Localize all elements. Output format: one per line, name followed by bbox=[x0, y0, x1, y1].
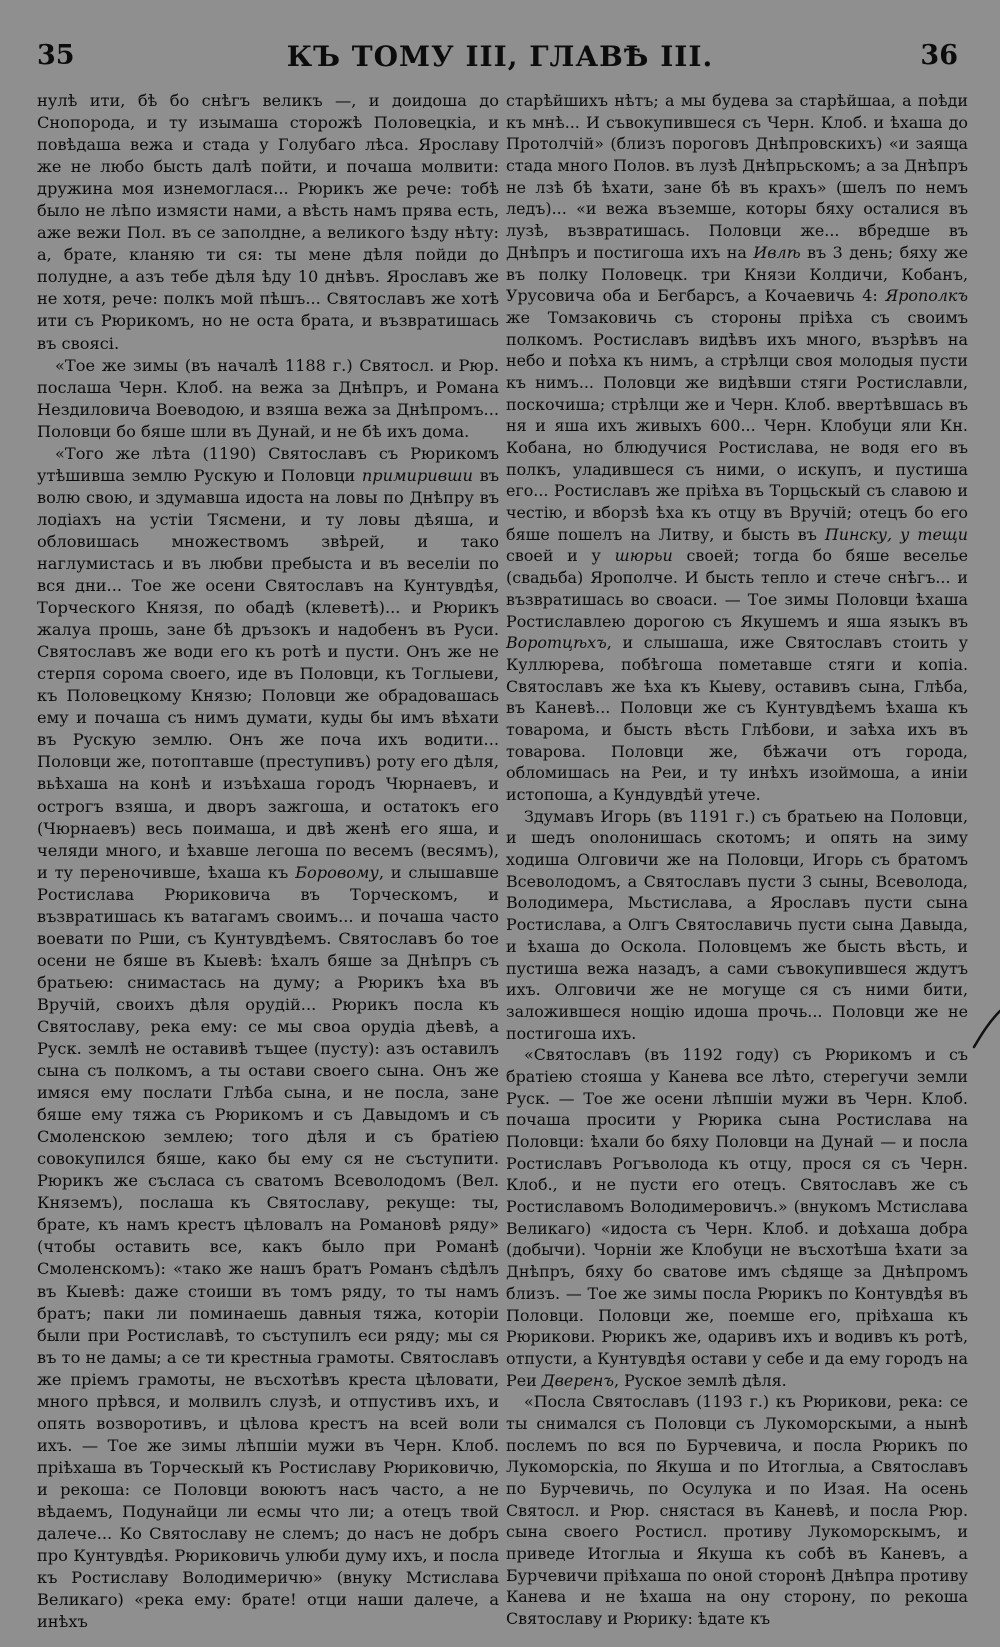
page-number-right: 36 bbox=[920, 40, 958, 71]
paragraph: «Тое же зимы (въ началѣ 1188 г.) Святосл. и Рюр. послаша Черн. Клоб. на вежа за Днѣпръ, и Романа Нездиловича Воеводою, и взяша вежа за Днѣпромъ... Половци бо бяше шли въ Дунай, и не бѣ ихъ дома. bbox=[37, 355, 499, 441]
margin-pencil-mark bbox=[972, 1007, 1000, 1051]
paragraph: «Того же лѣта (1190) Святославъ съ Рюрикомъ утѣшивша землю Рускую и Половци примиривши въ волю свою, и здумавша идоста на ловы по Днѣпру въ лодiахъ на устiи Тясмени, и ту ловы дѣяша, и обловишась множествомъ звѣрей, и тако наглумистась и въ любви пребыста и въ веселiи по вся дни... Тое же осени Святославъ на Кунтувдѣя, Торческого Князя, по обадѣ (клеветѣ)... и Рюрикъ жалуа прошь, зане бѣ дръзокъ и надобенъ въ Руси. Святославъ же води его къ ротѣ и пусти. Онъ же не стерпя сорома своего, иде въ Половци, къ Тоглыеви, къ Половецкому Князю; Половци же обрадовашась ему и почаша съ нимъ думати, куды бы имъ вѣхати въ Рускую землю. Онъ же поча ихъ водити... Половци же, потоптавше (преступивъ) роту его дѣля, вьѣхаша на конѣ и изъѣхаша городъ Чюрнаевъ, и острогъ взяша, и дворъ зажгоша, и остатокъ его (Чюрнаевъ) весь поимаша, и двѣ женѣ его яша, и челяди много, и ѣхавше легоша по весемъ (весямъ), и ту переночивше, ѣхаша къ Боровому, и слышавше Ростислава Рюриковича въ Торческомъ, и възвратишась къ ватагамъ своимъ... и почаша часто воевати по Рши, съ Кунтувдѣемъ. Святославъ бо тое осени не бяше въ Кыевѣ: ѣхалъ бяше за Днѣпръ съ братьею: снимастась на думу; а Рюрикъ ѣха въ Вручiй, своихъ дѣля орудiй... Рюрикъ посла къ Святославу, река ему: се мы своа орудiа дѣевѣ, а Руск. землѣ не оставивѣ тъщее (пусту): азъ оставилъ сына съ полкомъ, а ты остави своего сына. Онъ же имяся ему послати Глѣба сына, и не посла, зане бяше ему тяжа съ Рюрикомъ и съ Давыдомъ и съ Смоленскою землею; того дѣля и съ братiею совокупился бяше, како бы ему ся не съступити. Рюрикъ же съсласа съ сватомъ Всеволодомъ (Вел. Княземъ), послаша къ Святославу, рекуще: ты, брате, къ намъ крестъ цѣловалъ на Романовѣ ряду» (чтобы оставить все, какъ было при Романѣ Смоленскомъ): «тако же нашъ братъ Романъ сѣдѣлъ въ Кыевѣ: даже стоиши въ томъ ряду, то ты намъ братъ; паки ли поминаешь давныя тяжа, которiи были при Ростиславѣ, то съступилъ еси ряду; мы ся въ то не дамы; а се ти крестныа грамоты. Святославъ же прiемъ грамоты, не въсхотѣвъ креста цѣловати, много прѣвся, и молвилъ слузѣ, и отпустивъ ихъ, и опять возворотивъ, и цѣлова крестъ на всей воли ихъ. — Тое же зимы лѣпшiи мужи въ Черн. Клоб. прiѣхаша въ Торческый къ Ростиславу Рюриковичю, и рекоша: се Половци воюютъ насъ часто, а не вѣдаемъ, Подунайци ли есмы что ли; а отецъ твой далече... Ко Святославу не слемъ; до насъ не добръ про Кунтувдѣя. Рюриковичь улюби думу ихъ, и посла къ Ростиславу Володимеричю» (внуку Мстислава Великаго) «река ему: брате! отци наши далече, а инѣхъ bbox=[37, 443, 499, 1632]
page-header bbox=[0, 36, 1000, 80]
paragraph: старѣйшихъ нѣтъ; а мы будева за старѣйшаа, а поѣди къ мнѣ... И съвокупившеся съ Черн. Клоб. и ѣхаша до Протолчiй» (близъ пороговъ Днѣпровскихъ) «и заяща стада много Полов. въ лузѣ Днѣпрьскомъ; а за Днѣпръ не лзѣ бѣ ѣхати, зане бѣ въ крахъ» (шелъ по немъ ледъ)... «и вежа въземше, которы бяху осталися въ лузѣ, възвратишась. Половци же... вбредше въ Днѣпръ и постигоша ихъ на Ивлѣ въ 3 день; бяху же въ полку Половецк. три Князи Колдичи, Кобанъ, Урусовича оба и Бегбарсъ, а Кочаевичь 4: Ярополкъ же Томзаковичь съ стороны прiѣха съ своимъ полкомъ. Ростиславъ видѣвъ ихъ много, възрѣвъ на небо и поѣха къ нимъ, а стрѣлци своя молодыя пусти къ нимъ... Половци же видѣвши стяги Ростиславли, поскочиша; стрѣлци же и Черн. Клоб. ввертѣвшась въ ня и яша ихъ живыхъ 600... Черн. Клобуци яли Кн. Кобана, но блюдучися Ростислава, не водя его въ полкъ, уладившеся съ ними, о искупъ, и пустиша его... Ростиславъ же прiѣха въ Торцьскый съ славою и честiю, и вборзѣ ѣха къ отцу въ Вручiй; отецъ бо его бяше пошелъ на Литву, и бысть въ Пинску, у тещи своей и у шюрьи своей; тогда бо бяше веселье (свадьба) Ярополче. И бысть тепло и стече снѣгъ... и възвратишась во своаси. — Тое зимы Половци ѣхаша Ростиславлею дорогою съ Якушемъ и яша языкъ въ Воротцѣхъ, и слышаша, иже Святославъ стоить у Куллюрева, побѣгоша пометавше стяги и копiа. Святославъ же ѣха къ Кыеву, оставивъ сына, Глѣба, въ Каневѣ... Половци же съ Кунтувдѣемъ ѣхаша къ товарома, и бысть вѣсть Глѣбови, и заѣха ихъ въ товарова. Половци же, бѣжачи отъ города, обломишась на Реи, и ту инѣхъ изоймоша, а иніи истопоша, а Кундувдѣй утече. bbox=[506, 91, 968, 804]
paragraph: «Святославъ (въ 1192 году) съ Рюрикомъ и съ братiею стояша у Канева все лѣто, стерегучи земли Руск. — Тое же осени лѣпшiи мужи въ Черн. Клоб. почаша просити у Рюрика сына Ростислава на Половци: ѣхали бо бяху Половци на Дунай — и посла Ростиславъ Рогъволода къ отцу, прося ся съ Черн. Клоб., и не пусти его отецъ. Святославъ же съ Ростиславомъ Володимеровичъ.» (внукомъ Мстислава Великаго) «идоста съ Черн. Клоб. и доѣхаша добра (добычи). Чорнiи же Клобуци не въсхотѣша ѣхати за Днѣпръ, бяху бо сватове имъ сѣдяще за Днѣпромъ близъ. — Тое же зимы посла Рюрикъ по Контувдѣя въ Половци. Половци же, поемше его, прiѣхаша къ Рюрикови. Рюрикъ же, одаривъ ихъ и водивъ къ ротѣ, отпусти, а Кунтувдѣя остави у себе и да ему городъ на Реи Дверенъ, Руское землѣ дѣля. bbox=[506, 1045, 968, 1390]
paragraph: нулѣ ити, бѣ бо снѣгъ великъ —, и доидоша до Снопорода, и ту изымаша сторожѣ Половецкiа, и повѣдаша вежа и стада у Голубаго лѣса. Ярославу же не любо бысть далѣ пойти, и почаша молвити: дружина моя изнемоглася... Рюрикъ же рече: тобѣ было не лѣпо измясти нами, а вѣсть намъ прява есть, аже вежи Пол. въ се заполдне, а великого ѣзду нѣту: а, брате, кланяю ти ся: ты мене дѣля пойди до полудне, а азъ тебе дѣля ѣду 10 днѣвъ. Ярославъ же не хотя, рече: полкъ мой пѣшъ... Святославъ же хотѣ ити съ Рюрикомъ, но не оста брата, и възвратишась въ своясi. bbox=[37, 91, 499, 353]
paragraph: Здумавъ Игорь (въ 1191 г.) съ братьею на Половци, и шедъ оnолонишась скотомъ; и опять на зиму ходиша Олговичи же на Половци, Игорь съ братомъ Всеволодомъ, а Святославъ пусти 3 сыны, Всеволода, Володимера, Мьстислава, а Ярославъ пусти сына Ростислава, а Олгъ Святославичь пусти сына Давыда, и ѣхаша до Оскола. Половцемъ же бысть вѣсть, и пустиша вежа назадъ, а сами съвокупившеся ждутъ ихъ. Олговичи же не могуще ся съ ними бити, заложившеся нощiю идоша прочь... Половци же не постигоша ихъ. bbox=[506, 806, 968, 1043]
running-title: КЪ ТОМУ III, ГЛАВѢ III. bbox=[286, 40, 714, 73]
page-number-left: 35 bbox=[37, 40, 75, 71]
paragraph: «Посла Святославъ (1193 г.) къ Рюрикови, река: се ты снимался съ Половци съ Лукоморскыми, а нынѣ послемъ по вся по Бурчевича, и посла Рюрикъ по Лукоморскiа, по Якуша и по Итоглыа, а Святославъ по Бурчевичь, по Осулука и по Изая. На осень Святосл. и Рюр. снястася въ Каневѣ, и посла Рюр. сына своего Ростисл. противу Лукоморскымъ, и приведе Итоглыа и Якуша къ собѣ въ Каневъ, а Бурчевичи прiѣхаша по оной сторонѣ Днѣпра противу Канева и не ѣхаша на ону сторону, по рекоша Святославу и Рюрику: ѣдате къ bbox=[506, 1392, 968, 1629]
left-column bbox=[37, 90, 499, 1633]
right-column bbox=[506, 90, 968, 1630]
